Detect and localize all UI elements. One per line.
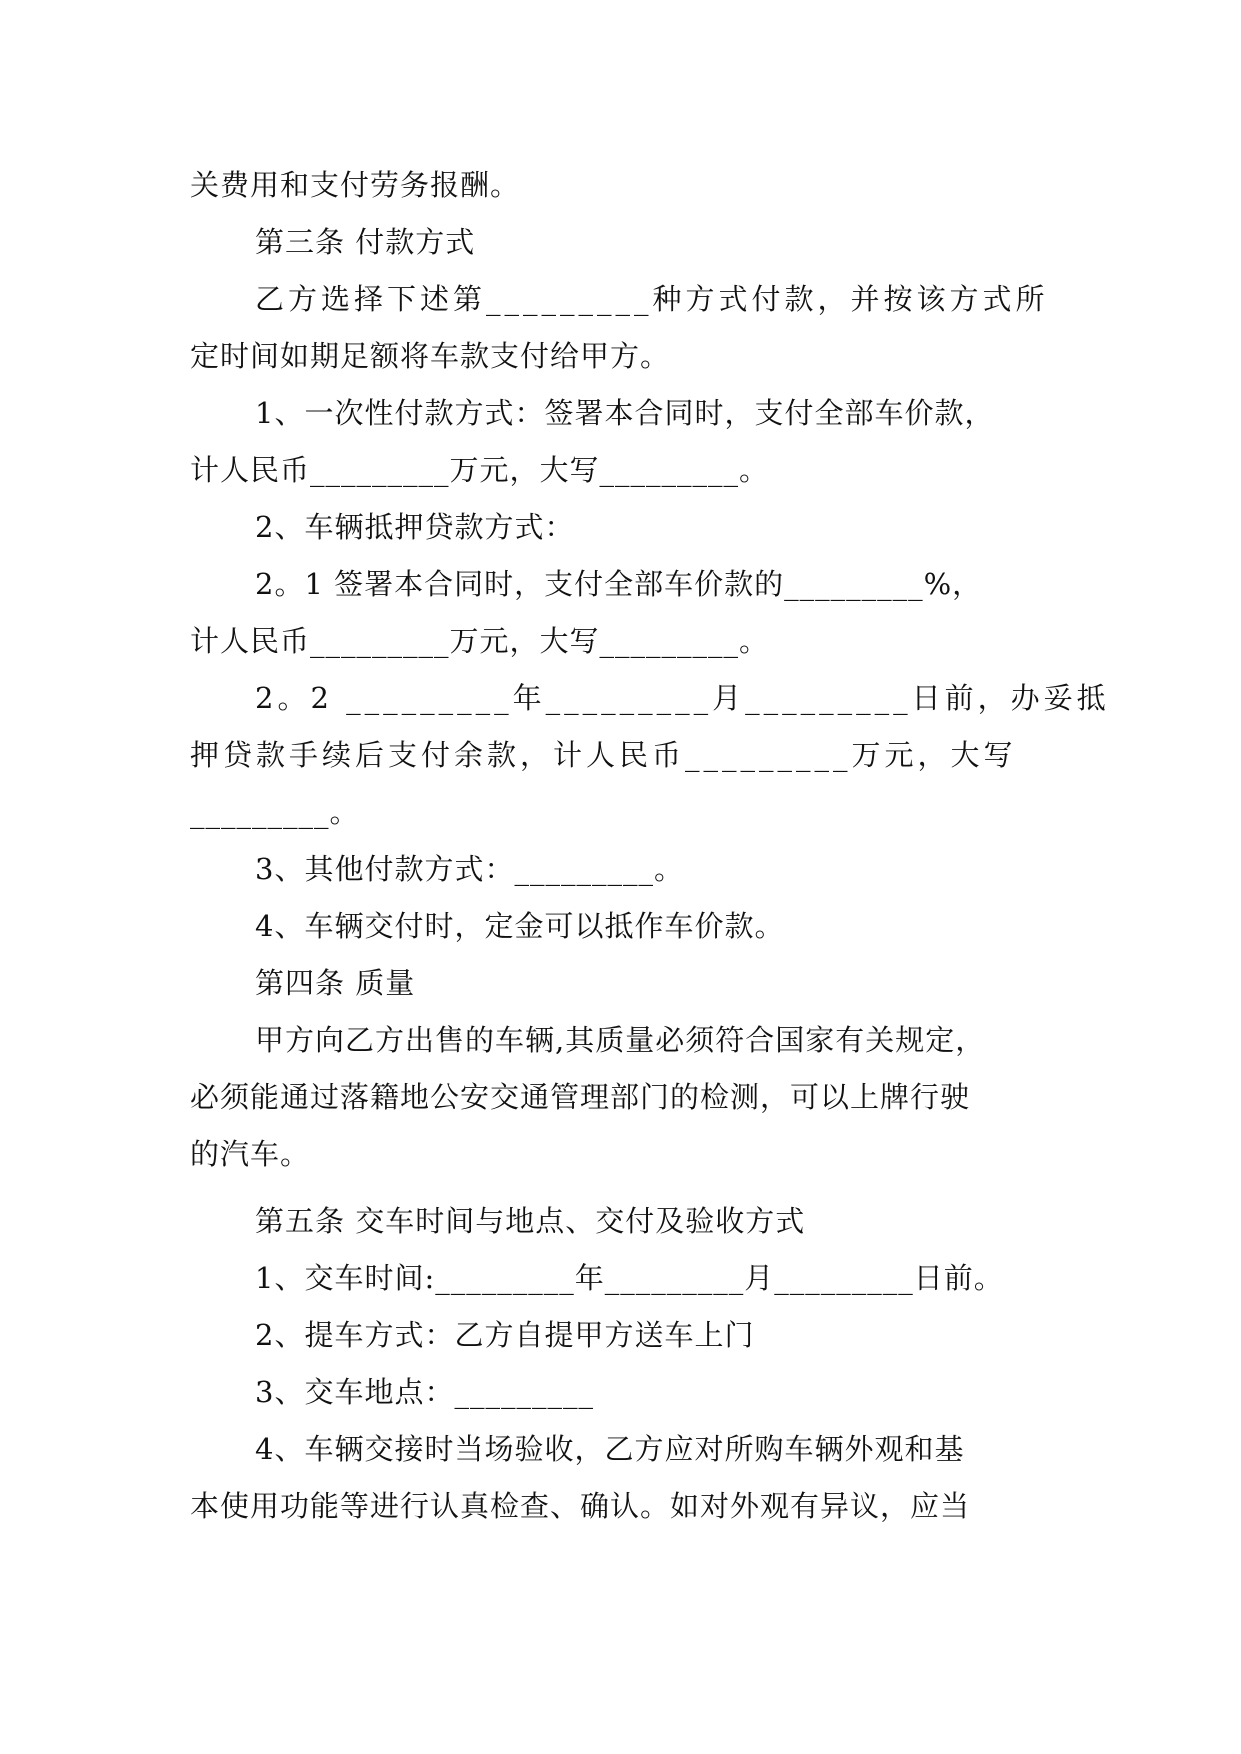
text-line: 2。1 签署本合同时，支付全部车价款的_________%， — [255, 567, 983, 601]
text-line: 乙方选择下述第_________种方式付款，并按该方式所 — [255, 282, 1049, 316]
text-line: 的汽车。 — [190, 1137, 311, 1171]
text-line: 1、交车时间:_________年_________月_________日前。 — [255, 1261, 1004, 1295]
text-line: 3、其他付款方式：_________。 — [255, 852, 684, 886]
text-line: _________。 — [190, 795, 360, 829]
text-line: 计人民币_________万元，大写_________。 — [190, 624, 770, 658]
text-line: 1、一次性付款方式：签署本合同时，支付全部车价款， — [255, 396, 995, 430]
text-line: 本使用功能等进行认真检查、确认。如对外观有异议，应当 — [190, 1489, 971, 1523]
text-line: 2、提车方式：乙方自提甲方送车上门 — [255, 1318, 755, 1352]
text-line: 甲方向乙方出售的车辆,其质量必须符合国家有关规定， — [255, 1023, 986, 1057]
text-line: 3、交车地点：_________ — [255, 1375, 594, 1409]
text-line: 计人民币_________万元，大写_________。 — [190, 453, 770, 487]
text-line: 2。2 _________年_________月_________日前，办妥抵 — [255, 681, 1110, 715]
text-line: 必须能通过落籍地公安交通管理部门的检测，可以上牌行驶 — [190, 1080, 971, 1114]
text-line: 4、车辆交付时，定金可以抵作车价款。 — [255, 909, 785, 943]
text-line: 定时间如期足额将车款支付给甲方。 — [190, 339, 671, 373]
section-heading-5: 第五条 交车时间与地点、交付及验收方式 — [255, 1204, 806, 1238]
section-heading-3: 第三条 付款方式 — [255, 225, 476, 259]
text-line: 关费用和支付劳务报酬。 — [190, 168, 521, 202]
text-line: 4、车辆交接时当场验收，乙方应对所购车辆外观和基 — [255, 1432, 965, 1466]
text-line: 2、车辆抵押贷款方式： — [255, 510, 575, 544]
text-line: 押贷款手续后支付余款，计人民币_________万元，大写 — [190, 738, 1017, 772]
section-heading-4: 第四条 质量 — [255, 966, 416, 1000]
